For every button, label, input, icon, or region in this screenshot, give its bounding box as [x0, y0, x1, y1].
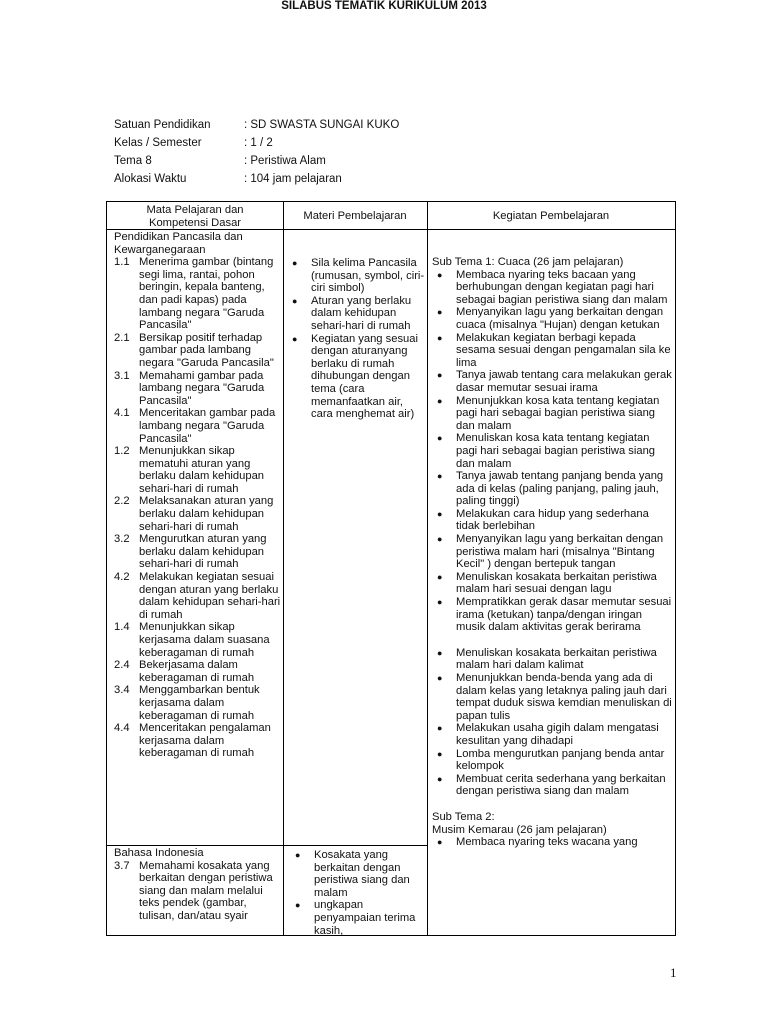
- competency-item: [114, 533, 284, 571]
- competency-text: Menceritakan gambar pada lambang negara "Garuda Pancasila": [139, 407, 276, 445]
- bullet-item: [432, 332, 672, 370]
- bullet-text: Mempratikkan gerak dasar memutar sesuai irama (ketukan) tanpa/dengan iringan musik dalam aktivitas gerak berirama: [456, 596, 672, 634]
- competency-text: Melaksanakan aturan yang berlaku dalam kehidupan sehari-hari di rumah: [139, 495, 274, 533]
- competency-item: [114, 860, 284, 923]
- subject-name: Bahasa Indonesia: [114, 847, 204, 859]
- bullet-icon: ●: [437, 433, 443, 444]
- competency-number: 4.1: [114, 407, 130, 420]
- competency-text: Mengurutkan aturan yang berlaku dalam kehidupan sehari-hari di rumah: [139, 533, 267, 571]
- bullet-icon: ●: [437, 723, 443, 734]
- info-label: Satuan Pendidikan: [114, 119, 211, 131]
- subtema-2-title: Musim Kemarau (26 jam pelajaran): [432, 823, 607, 836]
- bullet-text: Menuliskan kosakata berkaitan peristiwa malam hari sesuai dengan lagu: [456, 570, 657, 596]
- bullet-item: [432, 508, 672, 533]
- competency-item: [114, 370, 284, 408]
- bullet-text: Menyanyikan lagu yang berkaitan dengan cuaca (misalnya "Hujan) dengan ketukan: [456, 306, 664, 331]
- competency-number: 4.4: [114, 722, 130, 735]
- info-value: : 1 / 2: [244, 137, 273, 149]
- competency-text: Menggambarkan bentuk kerjasama dalam keberagaman di rumah: [139, 684, 260, 722]
- competency-list: [114, 860, 284, 923]
- competency-text: Menunjukkan sikap mematuhi aturan yang berlaku dalam kehidupan sehari-hari di rumah: [139, 445, 265, 495]
- competency-number: 2.1: [114, 331, 130, 344]
- bullet-icon: ●: [437, 597, 443, 608]
- info-label: Alokasi Waktu: [114, 173, 187, 185]
- competency-item: [114, 332, 284, 370]
- ppkn-cell: [114, 231, 284, 760]
- bullet-icon: ●: [437, 269, 443, 280]
- header-col1: Mata Pelajaran dan Kompetensi Dasar: [146, 204, 244, 229]
- bindo-materi-list: [290, 849, 425, 937]
- info-value: : SD SWASTA SUNGAI KUKO: [244, 119, 400, 131]
- bullet-item: [432, 748, 672, 773]
- bullet-item: [432, 571, 672, 596]
- bullet-icon: ●: [437, 307, 443, 318]
- competency-number: 1.2: [114, 445, 130, 458]
- bullet-icon: ●: [292, 258, 298, 268]
- bullet-text: Menunjukkan kosa kata tentang kegiatan pagi hari sebagai bagian peristiwa siang dan malam: [456, 394, 660, 432]
- bullet-item: [432, 306, 672, 331]
- bullet-item: [432, 596, 672, 634]
- document-title: SILABUS TEMATIK KURIKULUM 2013: [281, 0, 487, 12]
- column-divider: [427, 202, 428, 935]
- competency-text: Menunjukkan sikap kerjasama dalam suasana keberagaman di rumah: [139, 621, 270, 659]
- competency-number: 1.1: [114, 256, 130, 269]
- competency-text: Menceritakan pengalaman kerjasama dalam keberagaman di rumah: [139, 722, 271, 760]
- subject-name: Pendidikan Pancasila dan: [114, 231, 243, 243]
- bullet-icon: ●: [437, 571, 443, 582]
- bullet-item: [290, 849, 425, 899]
- bullet-item: [432, 470, 672, 508]
- bullet-icon: ●: [437, 332, 443, 343]
- competency-item: [114, 445, 284, 495]
- bullet-text: Melakukan usaha gigih dalam mengatasi kesulitan yang dihadapi: [456, 722, 659, 747]
- bullet-text: Membaca nyaring teks bacaan yang berhubungan dengan kegiatan pagi hari sebagai bagian peristiwa siang dan malam: [456, 268, 668, 306]
- competency-text: Memahami gambar pada lambang negara "Garuda Pancasila": [139, 369, 265, 407]
- competency-text: Memahami kosakata yang berkaitan dengan peristiwa siang dan malam melalui teks pendek (gambar, tulisan, dan/atau syair: [139, 859, 273, 922]
- subject-name: Kewarganegaraan: [114, 243, 206, 256]
- kegiatan-cell: [432, 256, 672, 849]
- bullet-icon: ●: [437, 773, 443, 784]
- competency-text: Bersikap positif terhadap gambar pada lambang negara "Garuda Pancasila": [139, 331, 274, 369]
- bullet-icon: ●: [437, 837, 443, 848]
- activity-list: [432, 647, 672, 798]
- bullet-item: [432, 269, 672, 307]
- bullet-icon: ●: [437, 748, 443, 759]
- bullet-icon: ●: [437, 370, 443, 381]
- bullet-icon: ●: [292, 333, 298, 344]
- bullet-text: Aturan yang berlaku dalam kehidupan sehari-hari di rumah: [311, 294, 412, 332]
- bullet-text: Melakukan cara hidup yang sederhana tidak berlebihan: [456, 507, 649, 533]
- page-number: 1: [670, 965, 677, 980]
- bullet-text: Lomba mengurutkan panjang benda antar kelompok: [456, 747, 665, 773]
- bullet-item: [432, 395, 672, 433]
- competency-item: [114, 659, 284, 684]
- bullet-item: [432, 722, 672, 747]
- info-value: : 104 jam pelajaran: [244, 173, 342, 185]
- competency-number: 1.4: [114, 621, 130, 634]
- bullet-icon: ●: [437, 673, 443, 683]
- bullet-text: Kosakata yang berkaitan dengan peristiwa siang dan malam: [314, 849, 410, 899]
- bullet-text: Menyanyikan lagu yang berkaitan dengan peristiwa malam hari (misalnya "Bintang Kecil" ) dengan bertepuk tangan: [456, 533, 664, 571]
- bullet-text: ungkapan penyampaian terima kasih,: [314, 899, 416, 937]
- header-col2: Materi Pembelajaran: [303, 210, 407, 222]
- header-col3: Kegiatan Pembelajaran: [492, 210, 610, 222]
- activity-list: [432, 269, 672, 634]
- bindo-cell: [114, 847, 284, 923]
- competency-item: [114, 722, 284, 760]
- bullet-item: [432, 432, 672, 470]
- bullet-text: Menuliskan kosakata berkaitan peristiwa malam hari dalam kalimat: [456, 646, 657, 672]
- competency-number: 3.1: [114, 369, 130, 382]
- bullet-icon: ●: [437, 508, 443, 519]
- bullet-icon: ●: [437, 395, 443, 406]
- bullet-item: [432, 836, 672, 849]
- competency-text: Menerima gambar (bintang segi lima, rantai, pohon beringin, kepala banteng, dan padi kapas) pada lambang negara "Garuda Pancasila": [139, 256, 274, 332]
- bullet-item: [287, 295, 425, 333]
- competency-item: [114, 571, 284, 621]
- competency-list: [114, 256, 284, 760]
- bullet-text: Menunjukkan benda-benda yang ada di dalam kelas yang letaknya paling jauh dari tempat duduk siswa kemdian menuliskan di papan tulis: [456, 672, 672, 722]
- competency-number: 4.2: [114, 571, 130, 584]
- bullet-item: [290, 899, 425, 937]
- competency-item: [114, 256, 284, 332]
- info-value: : Peristiwa Alam: [244, 155, 326, 167]
- competency-number: 3.4: [114, 684, 130, 697]
- competency-text: Bekerjasama dalam keberagaman di rumah: [139, 659, 255, 684]
- info-label: Tema 8: [114, 155, 152, 167]
- competency-number: 3.7: [114, 859, 130, 872]
- bullet-icon: ●: [295, 900, 301, 911]
- syllabus-table: [106, 201, 676, 936]
- bullet-text: Tanya jawab tentang panjang benda yang ada di kelas (paling panjang, paling jauh, paling tinggi): [456, 470, 664, 508]
- row-divider: [107, 845, 427, 846]
- bullet-item: [432, 369, 672, 394]
- bullet-text: Tanya jawab tentang cara melakukan gerak dasar memutar sesuai irama: [456, 369, 672, 394]
- bullet-item: [287, 257, 425, 295]
- subtema-1-title: Sub Tema 1: Cuaca (26 jam pelajaran): [432, 256, 624, 268]
- subtema-2-title: Sub Tema 2:: [432, 810, 495, 823]
- bullet-text: Kegiatan yang sesuai dengan aturanyang berlaku di rumah dihubungan dengan tema (cara memanfaatkan air, cara menghemat air): [311, 332, 418, 421]
- info-label: Kelas / Semester: [114, 137, 202, 149]
- competency-number: 3.2: [114, 533, 130, 546]
- competency-item: [114, 621, 284, 659]
- bullet-item: [432, 647, 672, 672]
- bullet-text: Menuliskan kosa kata tentang kegiatan pagi hari sebagai bagian peristiwa siang dan malam: [456, 432, 656, 470]
- bullet-item: [432, 672, 672, 722]
- bullet-icon: ●: [437, 647, 443, 658]
- competency-number: 2.4: [114, 659, 130, 672]
- bullet-icon: ●: [292, 295, 298, 306]
- ppkn-materi-list: [287, 257, 425, 421]
- competency-item: [114, 684, 284, 722]
- bullet-icon: ●: [437, 534, 443, 545]
- bullet-text: Sila kelima Pancasila (rumusan, symbol, ciri-ciri simbol): [311, 257, 425, 295]
- bullet-text: Melakukan kegiatan berbagi kepada sesama sesuai dengan pengamalan sila ke lima: [456, 331, 671, 369]
- bullet-text: Membuat cerita sederhana yang berkaitan dengan peristiwa siang dan malam: [456, 772, 666, 798]
- bullet-item: [432, 773, 672, 798]
- bullet-text: Membaca nyaring teks wacana yang: [456, 836, 638, 849]
- competency-item: [114, 495, 284, 533]
- bullet-item: [287, 333, 425, 421]
- bullet-icon: ●: [437, 471, 443, 482]
- activity-list: [432, 836, 672, 849]
- bullet-item: [432, 533, 672, 571]
- competency-text: Melakukan kegiatan sesuai dengan aturan yang berlaku dalam kehidupan sehari-hari di rumah: [139, 571, 281, 621]
- competency-number: 2.2: [114, 495, 130, 508]
- bullet-icon: ●: [295, 850, 301, 860]
- competency-item: [114, 407, 284, 445]
